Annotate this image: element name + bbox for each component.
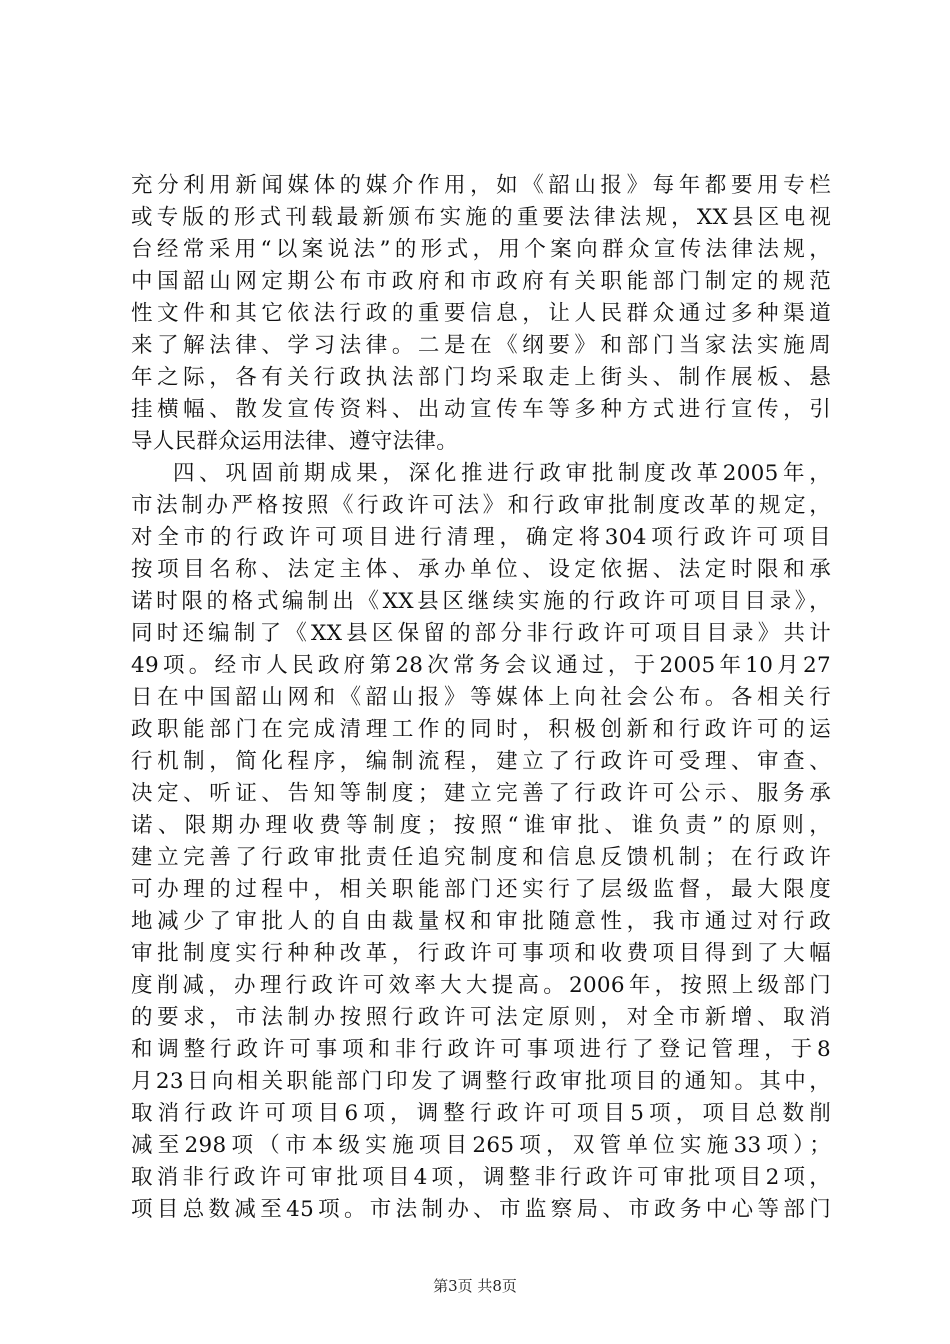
- text-line: 政职能部门在完成清理工作的同时，积极创新和行政许可的运: [131, 717, 831, 742]
- text-line: 市法制办严格按照《行政许可法》和行政审批制度改革的规定，: [131, 493, 831, 518]
- text-line: 性文件和其它依法行政的重要信息，让人民群众通过多种渠道: [131, 301, 831, 326]
- text-line: 可办理的过程中，相关职能部门还实行了层级监督，最大限度: [131, 877, 831, 902]
- text-line: 充分利用新闻媒体的媒介作用，如《韶山报》每年都要用专栏: [131, 173, 831, 198]
- text-line: 诺时限的格式编制出《XX县区继续实施的行政许可项目目录》，: [131, 589, 831, 614]
- text-line: 项目总数减至45项。市法制办、市监察局、市政务中心等部门: [131, 1197, 831, 1222]
- text-line: 同时还编制了《XX县区保留的部分非行政许可项目目录》共计: [131, 621, 831, 646]
- text-line: 取消行政许可项目6项，调整行政许可项目5项，项目总数削: [131, 1101, 831, 1126]
- text-line: 导人民群众运用法律、遵守法律。: [131, 429, 459, 454]
- text-line: 中国韶山网定期公布市政府和市政府有关职能部门制定的规范: [131, 269, 831, 294]
- text-line: 对全市的行政许可项目进行清理，确定将304项行政许可项目: [131, 525, 831, 550]
- text-line: 挂横幅、散发宣传资料、出动宣传车等多种方式进行宣传，引: [131, 397, 831, 422]
- text-line: 和调整行政许可事项和非行政许可事项进行了登记管理，于8: [131, 1037, 831, 1062]
- section-heading-line: 四、巩固前期成果，深化推进行政审批制度改革2005年，: [173, 461, 831, 486]
- text-line: 审批制度实行种种改革，行政许可事项和收费项目得到了大幅: [131, 941, 831, 966]
- text-line: 建立完善了行政审批责任追究制度和信息反馈机制；在行政许: [131, 845, 831, 870]
- text-line: 减至298项（市本级实施项目265项，双管单位实施33项）；: [131, 1133, 831, 1158]
- text-line: 月23日向相关职能部门印发了调整行政审批项目的通知。其中，: [131, 1069, 831, 1094]
- text-line: 台经常采用“以案说法”的形式，用个案向群众宣传法律法规，: [131, 237, 831, 262]
- text-line: 行机制，简化程序，编制流程，建立了行政许可受理、审查、: [131, 749, 831, 774]
- text-line: 按项目名称、法定主体、承办单位、设定依据、法定时限和承: [131, 557, 831, 582]
- text-line: 来了解法律、学习法律。二是在《纲要》和部门当家法实施周: [131, 333, 831, 358]
- text-line: 取消非行政许可审批项目4项，调整非行政许可审批项目2项，: [131, 1165, 831, 1190]
- text-line: 决定、听证、告知等制度；建立完善了行政许可公示、服务承: [131, 781, 831, 806]
- text-line: 地减少了审批人的自由裁量权和审批随意性，我市通过对行政: [131, 909, 831, 934]
- text-line: 或专版的形式刊载最新颁布实施的重要法律法规，XX县区电视: [131, 205, 831, 230]
- document-body: [131, 170, 831, 1226]
- page-number-footer: 第3页 共8页: [433, 1277, 517, 1295]
- text-line: 诺、限期办理收费等制度；按照“谁审批、谁负责”的原则，: [131, 813, 831, 838]
- text-line: 日在中国韶山网和《韶山报》等媒体上向社会公布。各相关行: [131, 685, 831, 710]
- text-line: 的要求，市法制办按照行政许可法定原则，对全市新增、取消: [131, 1005, 831, 1030]
- text-line: 度削减，办理行政许可效率大大提高。2006年，按照上级部门: [131, 973, 831, 998]
- text-line: 年之际，各有关行政执法部门均采取走上街头、制作展板、悬: [131, 365, 831, 390]
- text-line: 49项。经市人民政府第28次常务会议通过，于2005年10月27: [131, 653, 831, 678]
